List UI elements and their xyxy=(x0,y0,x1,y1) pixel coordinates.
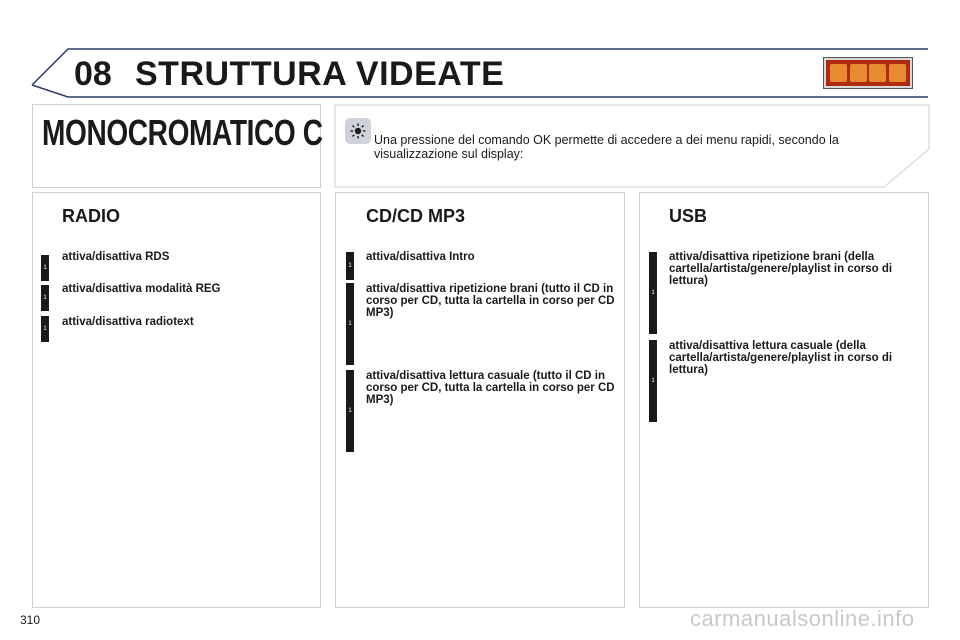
usb-title: USB xyxy=(669,206,708,226)
tools-icon xyxy=(869,64,886,82)
note-text: Una pressione del comando OK permette di accedere a dei menu rapidi, secondo la visualizzazione sul display: xyxy=(374,133,839,161)
cd-item-intro: attiva/disattiva Intro xyxy=(366,251,475,263)
page-number: 310 xyxy=(20,613,41,627)
radio-item-marker: 1 xyxy=(41,255,49,281)
car-icon xyxy=(830,64,847,82)
radio-item-rds: attiva/disattiva RDS xyxy=(62,251,170,263)
door-icon xyxy=(850,64,867,82)
cd-title: CD/CD MP3 xyxy=(366,206,466,226)
cd-item-marker: 1 xyxy=(346,252,354,280)
cd-item-repeat: attiva/disattiva ripetizione brani (tutto il CD in corso per CD, tutta la cartella in corso per CD MP3) xyxy=(366,283,615,319)
cd-item-shuffle: attiva/disattiva lettura casuale (tutto il CD in corso per CD, tutta la cartella in corso per CD MP3) xyxy=(366,370,615,406)
usb-item-shuffle: attiva/disattiva lettura casuale (della cartella/artista/genere/playlist in corso di lettura) xyxy=(669,340,893,376)
usb-item-marker: 1 xyxy=(649,252,657,334)
chapter-number: 08 xyxy=(74,55,112,93)
cd-item-marker: 1 xyxy=(346,283,354,365)
watermark: carmanualsonline.info xyxy=(690,606,915,631)
chapter-title: STRUTTURA VIDEATE xyxy=(135,55,505,93)
usb-item-repeat: attiva/disattiva ripetizione brani (della cartella/artista/genere/playlist in corso di lettura) xyxy=(669,251,893,287)
radio-item-marker: 1 xyxy=(41,316,49,342)
page-title: MONOCROMATICO C xyxy=(42,112,323,153)
radio-item-marker: 1 xyxy=(41,285,49,311)
chapter-icon-strip xyxy=(824,58,912,88)
cd-item-marker: 1 xyxy=(346,370,354,452)
phone-icon xyxy=(889,64,906,82)
sun-icon xyxy=(345,118,371,144)
radio-item-radiotext: attiva/disattiva radiotext xyxy=(62,316,194,328)
radio-title: RADIO xyxy=(62,206,120,226)
radio-item-reg: attiva/disattiva modalità REG xyxy=(62,283,221,295)
usb-item-marker: 1 xyxy=(649,340,657,422)
